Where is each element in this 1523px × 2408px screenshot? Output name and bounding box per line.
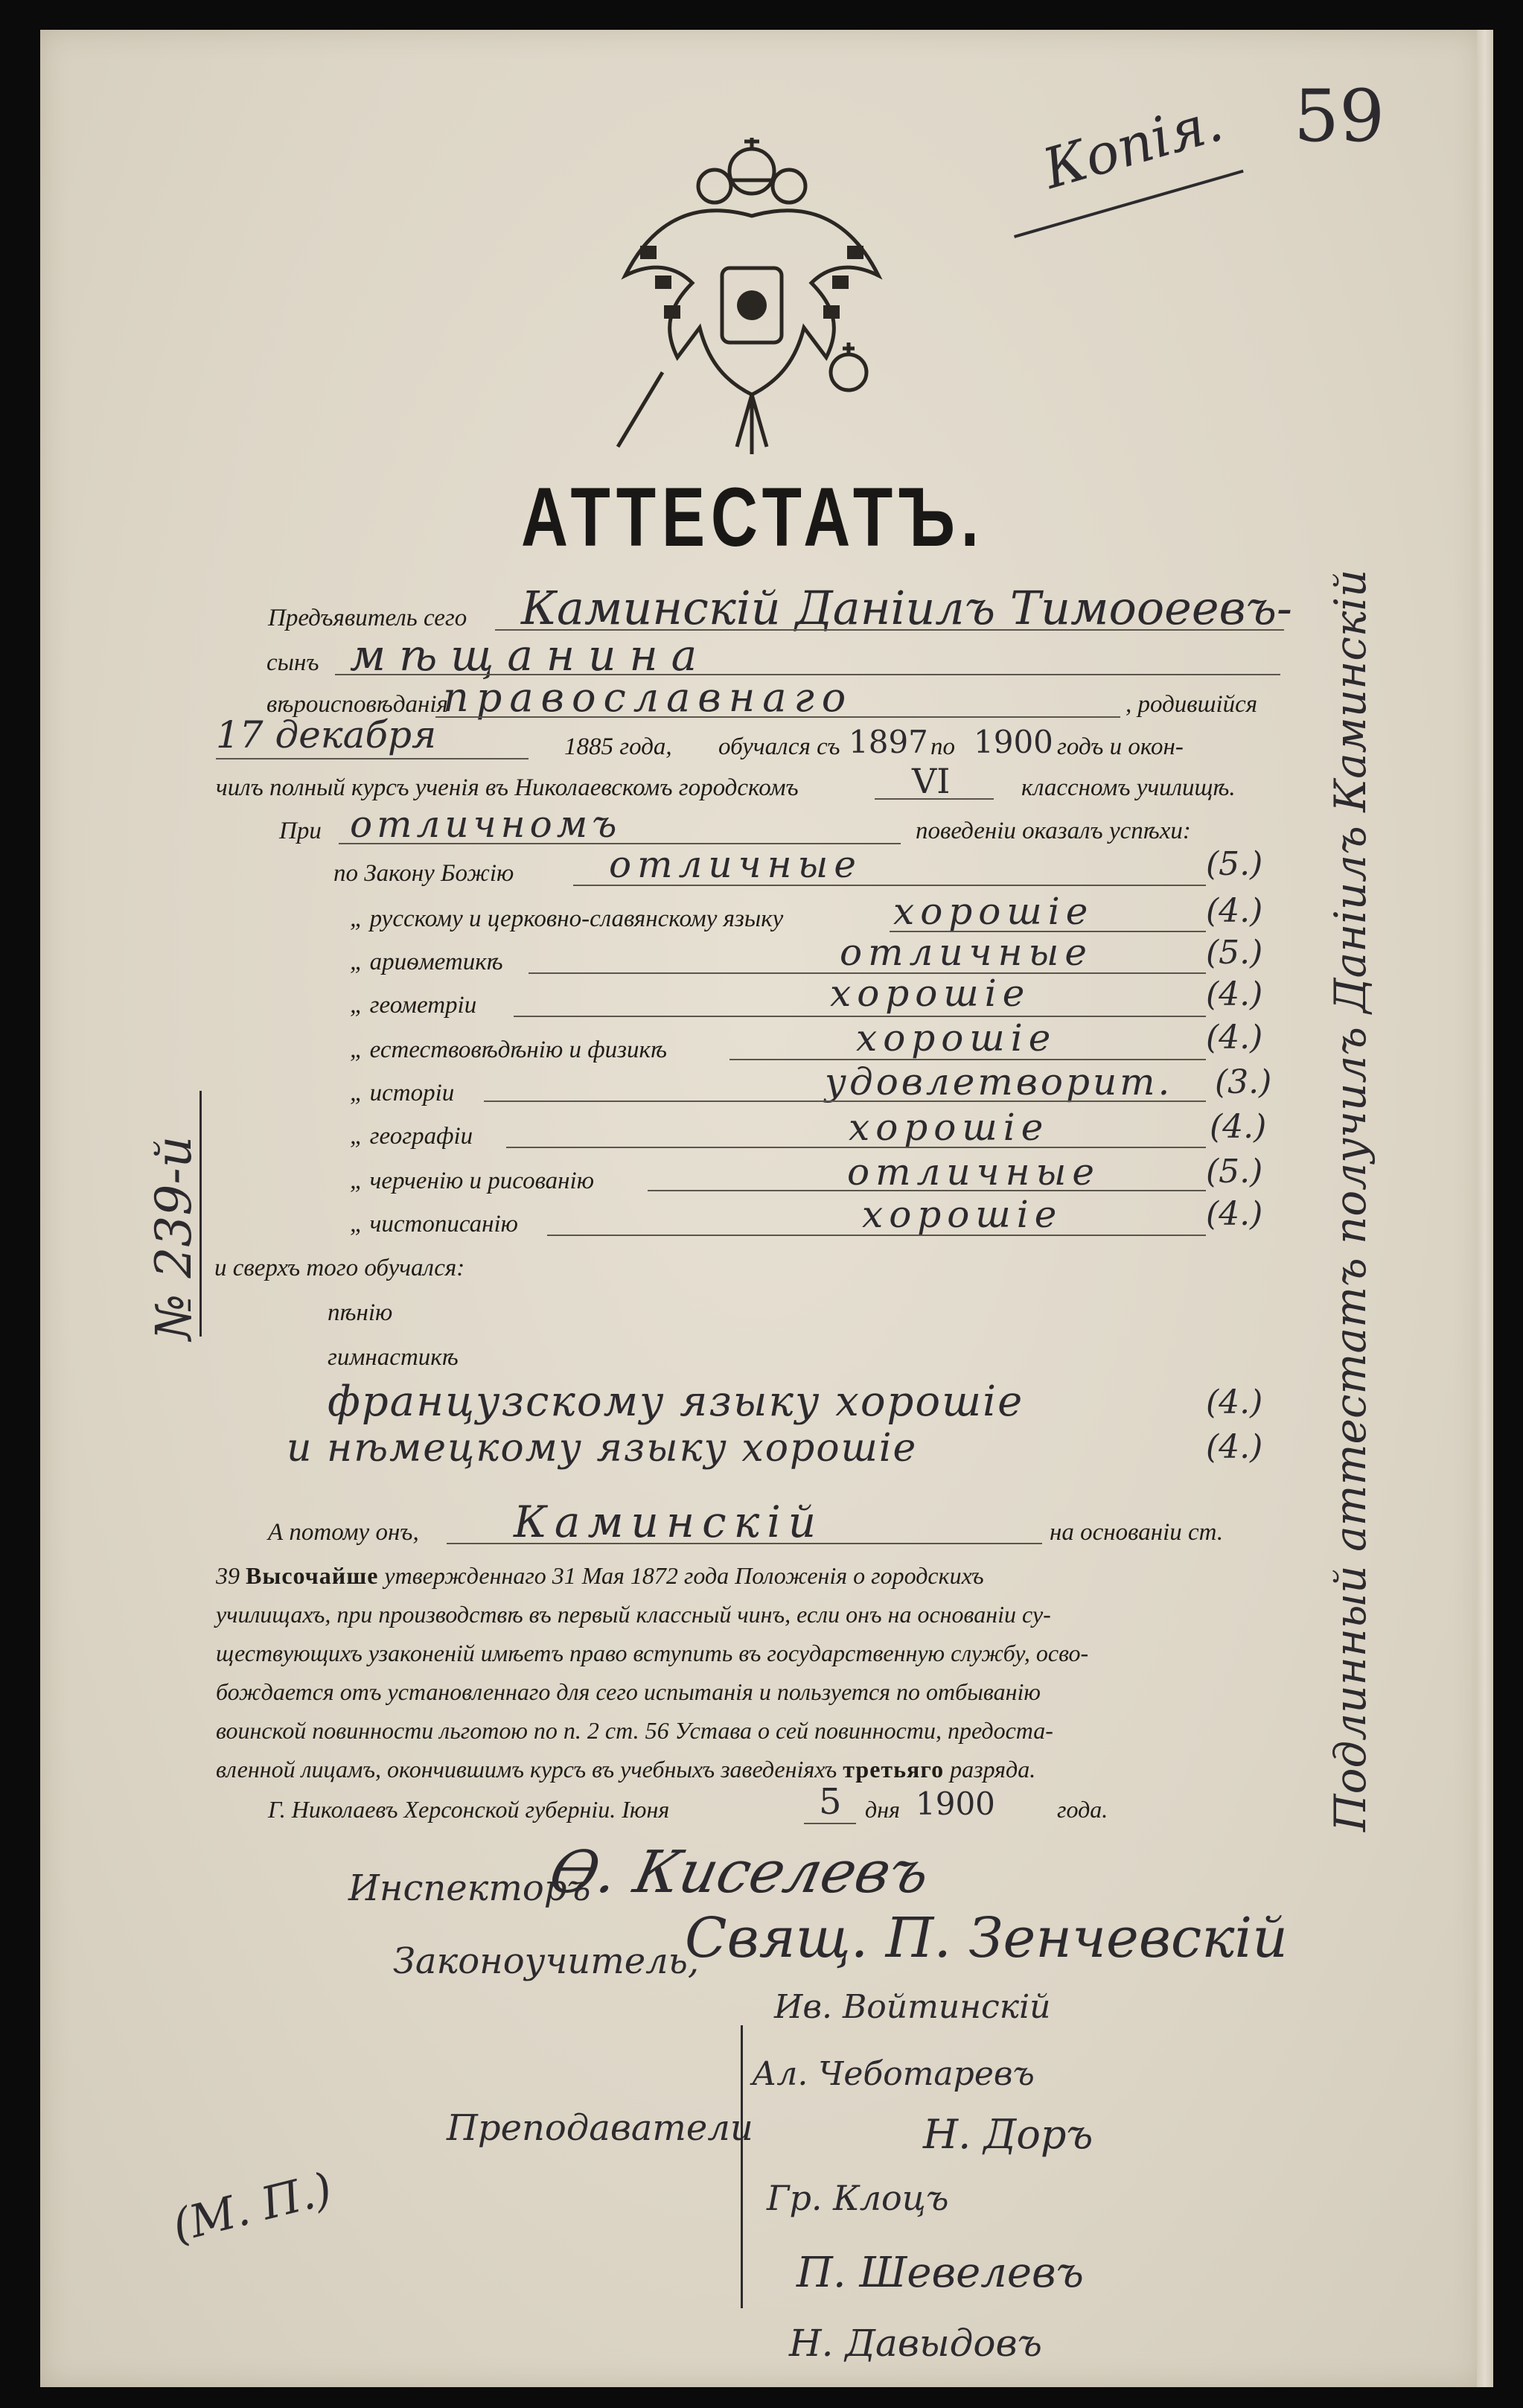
studied-from-label: обучался съ <box>718 733 840 760</box>
teacher-signature: Ив. Войтинскій <box>774 1988 1051 2026</box>
studied-end-label: годъ и окон- <box>1057 733 1184 760</box>
subject-underline <box>547 1235 1206 1236</box>
subject-mark: (3.) <box>1215 1063 1272 1101</box>
teachers-bracket <box>741 2025 743 2308</box>
subject-mark: (5.) <box>1206 934 1263 972</box>
subject-name: по Закону Божію <box>333 860 514 887</box>
subject-result: хорошіе <box>849 1106 1050 1149</box>
closing-line7 <box>216 1756 1035 1783</box>
subject-mark: (5.) <box>1206 845 1263 883</box>
extra-french: французскому языку хорошіе <box>328 1377 1024 1426</box>
inspector-label: Инспекторъ <box>348 1867 591 1909</box>
place-line: Г. Николаевъ Херсонской губерніи. Іюня <box>268 1796 670 1823</box>
closing-line5: бождается отъ установленнаго для сего испытанія и пользуется по отбыванію <box>216 1678 1041 1705</box>
subject-result: хорошіе <box>856 1016 1057 1060</box>
birth-date-underline <box>216 758 529 759</box>
extra-german: и нѣмецкому языку хорошіе <box>287 1426 918 1471</box>
conduct-prefix: При <box>279 818 322 844</box>
subject-underline <box>573 885 1206 886</box>
subject-name: „ русскому и церковно-славянскому языку <box>350 905 784 932</box>
subject-mark: (4.) <box>1206 975 1263 1013</box>
born-label: , родившійся <box>1126 691 1258 718</box>
margin-note: Подлинный аттестатъ получилъ Даніилъ Каминскій <box>1325 569 1376 1832</box>
subject-name: „ исторіи <box>350 1080 455 1106</box>
subject-result: отличные <box>847 1150 1100 1194</box>
closing-line2-bold: Высочайше <box>246 1562 379 1589</box>
coat-of-arms-emblem <box>610 134 893 462</box>
inspector-signature: Ѳ. Киселевъ <box>543 1839 936 1906</box>
class-count-underline <box>875 798 994 800</box>
seal-place-mark: (М. П.) <box>167 2162 338 2253</box>
bearer-label: Предъявитель сего <box>268 605 467 631</box>
closing-line4: ществующихъ узаконеній имѣетъ право вступить въ государственную службу, осво- <box>216 1640 1089 1666</box>
subject-name: „ естествовѣдѣнію и физикѣ <box>350 1036 667 1063</box>
closing-line1-end: на основаніи ст. <box>1050 1519 1224 1546</box>
closing-line7-end: разряда. <box>950 1756 1036 1783</box>
subject-mark: (5.) <box>1206 1153 1263 1191</box>
subject-result: хорошіе <box>862 1193 1063 1236</box>
closing-line2-rest: утвержденнаго 31 Мая 1872 года Положенія о городскихъ <box>384 1562 984 1589</box>
conduct-suffix: поведеніи оказалъ успѣхи: <box>916 818 1191 844</box>
teacher-signature: Ал. Чеботаревъ <box>752 2055 1035 2093</box>
closing-line2-start: 39 <box>216 1562 240 1589</box>
subject-result: хорошіе <box>893 890 1094 933</box>
extra-singing: пѣнію <box>328 1299 393 1326</box>
closing-line6: воинской повинности льготою по п. 2 ст. 56 Устава о сей повинности, предоста- <box>216 1717 1053 1744</box>
course-line-end: классномъ училищѣ. <box>1021 774 1236 801</box>
course-line: чилъ полный курсъ ученія въ Николаевскомъ городскомъ <box>216 774 799 801</box>
subject-underline <box>648 1190 1206 1191</box>
subject-result: отличные <box>840 931 1093 974</box>
year-label: года. <box>1057 1796 1108 1823</box>
register-number: № 239-й <box>145 1135 202 1340</box>
birth-date: 17 декабря <box>216 713 437 757</box>
subject-name: „ географіи <box>350 1123 473 1150</box>
extra-german-mark: (4.) <box>1206 1428 1263 1466</box>
religion-label: вѣроисповѣданія <box>266 691 448 718</box>
closing-name-underline <box>447 1543 1042 1544</box>
extra-french-mark: (4.) <box>1206 1383 1263 1421</box>
catechist-signature: Свящ. П. Зенчевскій <box>685 1906 1288 1970</box>
subject-mark: (4.) <box>1210 1108 1267 1146</box>
catechist-label: Законоучитель, <box>393 1940 700 1982</box>
issue-day: 5 <box>819 1781 842 1823</box>
closing-line7-bold: третьяго <box>843 1756 945 1783</box>
closing-name: Каминскій <box>514 1497 824 1547</box>
teachers-label: Преподаватели <box>447 2107 753 2149</box>
subject-name: „ геометріи <box>350 992 477 1019</box>
register-number-underline <box>199 1091 202 1337</box>
teacher-signature: Н. Доръ <box>923 2111 1093 2158</box>
studied-to: 1900 <box>974 724 1053 760</box>
page-edge <box>1477 30 1493 2387</box>
copy-label: Копія. <box>1036 89 1230 202</box>
subject-result: удовлетворит. <box>825 1060 1173 1103</box>
teacher-signature: Н. Давыдовъ <box>789 2322 1042 2365</box>
son-of-value: мѣщанина <box>350 630 711 681</box>
closing-line7-start: вленной лицамъ, окончившимъ курсъ въ учебныхъ заведеніяхъ <box>216 1756 837 1783</box>
teacher-signature: Гр. Клоцъ <box>767 2178 949 2218</box>
subject-mark: (4.) <box>1206 1195 1263 1233</box>
subject-name: „ ариѳметикѣ <box>350 949 503 975</box>
issue-day-underline <box>804 1823 856 1824</box>
day-label: дня <box>865 1796 900 1823</box>
extra-gymnastics: гимнастикѣ <box>328 1344 459 1371</box>
teacher-signature: П. Шевелевъ <box>796 2249 1084 2297</box>
closing-line2 <box>216 1562 984 1590</box>
birth-year: 1885 года, <box>564 733 672 760</box>
religion-underline <box>435 716 1120 718</box>
issue-year: 1900 <box>916 1786 995 1822</box>
studied-from: 1897 <box>849 724 928 760</box>
bearer-name: Каминскій Даніилъ Тимооеевъ- <box>521 581 1292 635</box>
closing-prefix: А потому онъ, <box>268 1519 419 1546</box>
subject-result: хорошіе <box>830 972 1031 1015</box>
subject-name: „ чистописанію <box>350 1211 518 1238</box>
religion-value: православнаго <box>443 674 854 721</box>
extra-label: и сверхъ того обучался: <box>214 1255 465 1281</box>
document-title: АТТЕСТАТЪ. <box>521 471 985 564</box>
subject-underline <box>484 1101 1206 1102</box>
son-of-label: сынъ <box>266 649 319 676</box>
conduct-value: отличномъ <box>350 803 622 846</box>
subject-mark: (4.) <box>1206 892 1263 930</box>
page-number: 59 <box>1294 74 1385 158</box>
studied-to-label: по <box>930 733 955 760</box>
closing-line3: училищахъ, при производствѣ въ первый классный чинъ, если онъ на основаніи су- <box>216 1601 1051 1628</box>
subject-underline <box>506 1147 1206 1148</box>
subject-name: „ черченію и рисованію <box>350 1168 594 1194</box>
subject-result: отличные <box>609 843 862 886</box>
class-count: VI <box>912 761 951 801</box>
subject-mark: (4.) <box>1206 1019 1263 1057</box>
